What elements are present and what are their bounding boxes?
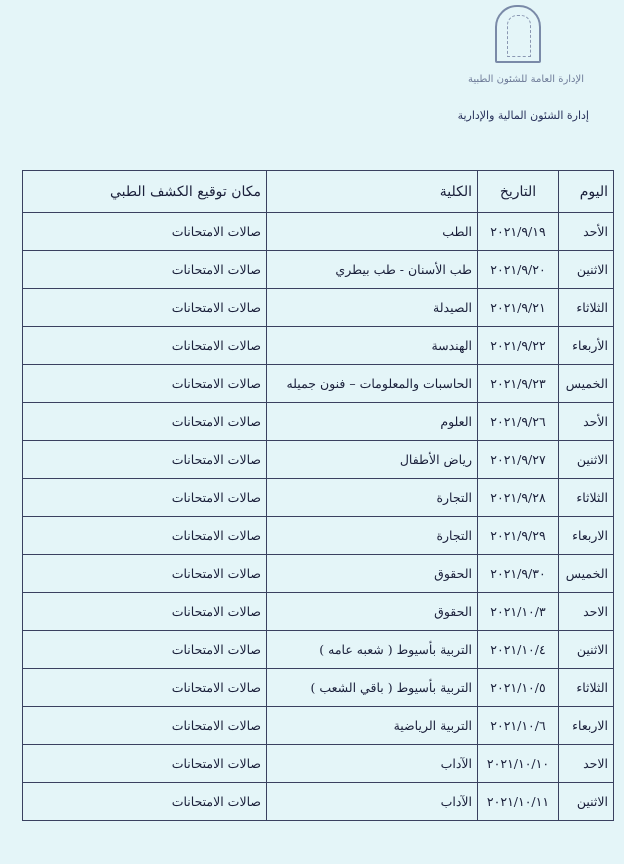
table-row [23,593,614,631]
table-row [23,441,614,479]
letterhead-line-1: الإدارة العامة للشئون الطبية [468,74,584,85]
cell-college: التربية بأسيوط ( باقي الشعب ) [267,669,478,707]
cell-place: صالات الامتحانات [23,289,267,327]
header-day: اليوم [559,171,614,213]
cell-college: رياض الأطفال [267,441,478,479]
university-seal-logo [495,5,541,63]
cell-place: صالات الامتحانات [23,593,267,631]
table-row [23,631,614,669]
cell-place: صالات الامتحانات [23,631,267,669]
header-place: مكان توقيع الكشف الطبي [23,171,267,213]
cell-day: الأربعاء [559,327,614,365]
table-row [23,479,614,517]
cell-college: الهندسة [267,327,478,365]
cell-date: ٢٠٢١/٩/٢١ [478,289,559,327]
table-row [23,289,614,327]
table-row [23,251,614,289]
cell-place: صالات الامتحانات [23,669,267,707]
cell-college: الآداب [267,783,478,821]
cell-date: ٢٠٢١/١٠/٣ [478,593,559,631]
cell-day: الخميس [559,555,614,593]
cell-date: ٢٠٢١/٩/٣٠ [478,555,559,593]
cell-college: الصيدلة [267,289,478,327]
cell-college: الحقوق [267,555,478,593]
table-row [23,745,614,783]
cell-day: الثلاثاء [559,479,614,517]
cell-date: ٢٠٢١/٩/٢٦ [478,403,559,441]
cell-college: التجارة [267,479,478,517]
cell-place: صالات الامتحانات [23,441,267,479]
cell-place: صالات الامتحانات [23,251,267,289]
cell-college: التربية الرياضية [267,707,478,745]
cell-date: ٢٠٢١/١٠/٦ [478,707,559,745]
table-row [23,327,614,365]
table-row [23,403,614,441]
cell-place: صالات الامتحانات [23,517,267,555]
cell-day: الاثنين [559,441,614,479]
cell-date: ٢٠٢١/١٠/١١ [478,783,559,821]
cell-day: الأحد [559,213,614,251]
cell-college: الطب [267,213,478,251]
cell-day: الاربعاء [559,707,614,745]
cell-date: ٢٠٢١/١٠/٤ [478,631,559,669]
cell-place: صالات الامتحانات [23,479,267,517]
table-row [23,517,614,555]
letterhead-line-2: إدارة الشئون المالية والإدارية [457,109,589,122]
table-row [23,669,614,707]
cell-day: الاحد [559,745,614,783]
cell-date: ٢٠٢١/٩/١٩ [478,213,559,251]
table-row [23,365,614,403]
cell-college: العلوم [267,403,478,441]
cell-day: الاحد [559,593,614,631]
cell-place: صالات الامتحانات [23,365,267,403]
cell-place: صالات الامتحانات [23,555,267,593]
cell-date: ٢٠٢١/٩/٢٧ [478,441,559,479]
table-row [23,783,614,821]
cell-day: الاربعاء [559,517,614,555]
cell-place: صالات الامتحانات [23,745,267,783]
cell-college: التربية بأسيوط ( شعبه عامه ) [267,631,478,669]
cell-day: الاثنين [559,631,614,669]
cell-date: ٢٠٢١/٩/٢٢ [478,327,559,365]
header-college: الكلية [267,171,478,213]
medical-exam-schedule-table [22,170,614,821]
cell-day: الثلاثاء [559,669,614,707]
cell-day: الأحد [559,403,614,441]
cell-place: صالات الامتحانات [23,213,267,251]
cell-place: صالات الامتحانات [23,327,267,365]
cell-day: الثلاثاء [559,289,614,327]
cell-date: ٢٠٢١/١٠/١٠ [478,745,559,783]
cell-college: الحاسبات والمعلومات – فنون جميله [267,365,478,403]
header-date: التاريخ [478,171,559,213]
cell-place: صالات الامتحانات [23,403,267,441]
cell-college: طب الأسنان - طب بيطري [267,251,478,289]
cell-college: الآداب [267,745,478,783]
table-row [23,555,614,593]
cell-place: صالات الامتحانات [23,707,267,745]
cell-college: الحقوق [267,593,478,631]
cell-day: الخميس [559,365,614,403]
table-row [23,707,614,745]
cell-date: ٢٠٢١/٩/٢٣ [478,365,559,403]
cell-date: ٢٠٢١/١٠/٥ [478,669,559,707]
cell-day: الاثنين [559,251,614,289]
cell-date: ٢٠٢١/٩/٢٩ [478,517,559,555]
cell-place: صالات الامتحانات [23,783,267,821]
table-row [23,213,614,251]
cell-college: التجارة [267,517,478,555]
cell-day: الاثنين [559,783,614,821]
cell-date: ٢٠٢١/٩/٢٨ [478,479,559,517]
cell-date: ٢٠٢١/٩/٢٠ [478,251,559,289]
table-header-row [23,171,614,213]
